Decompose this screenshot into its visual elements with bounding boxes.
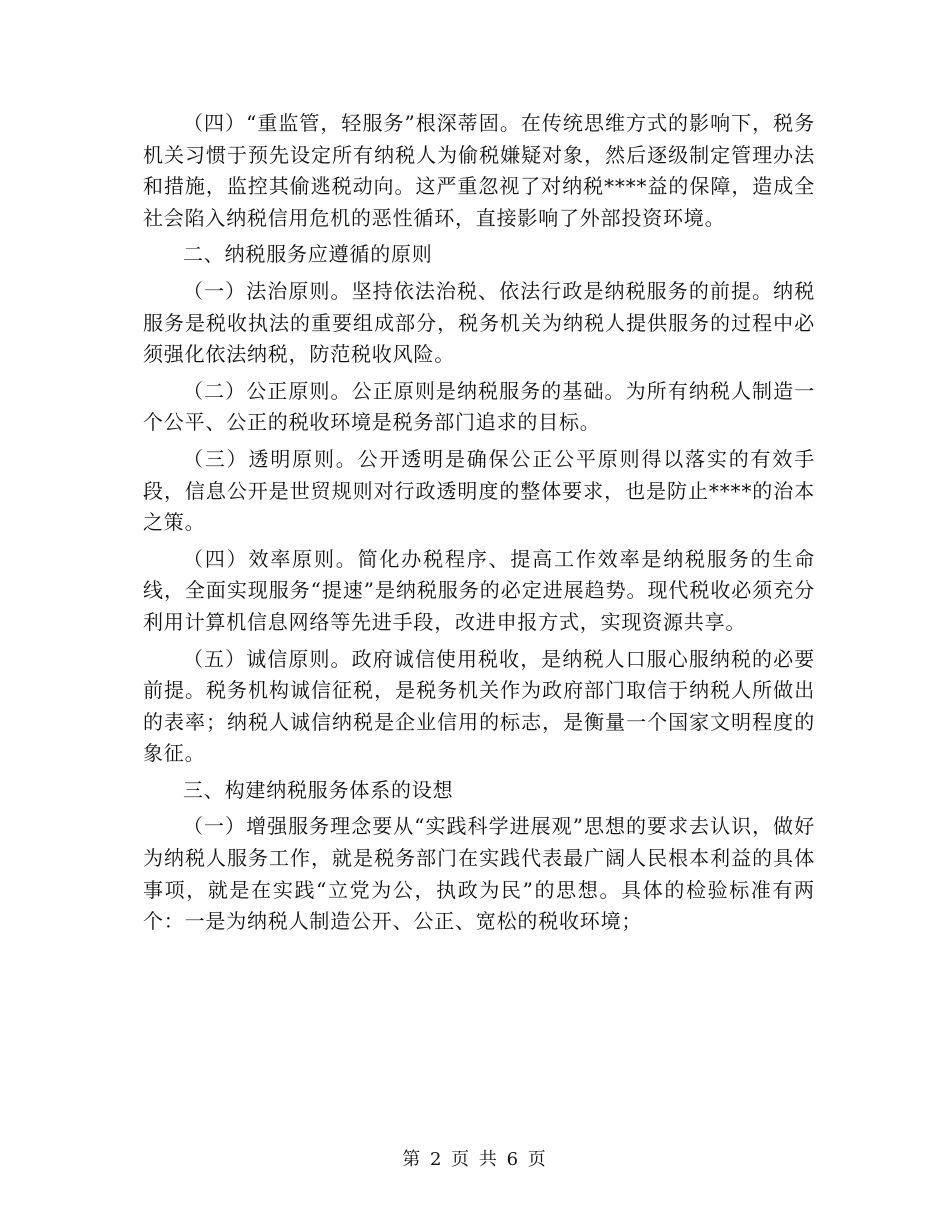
paragraph-fairness: （二）公正原则。公正原则是纳税服务的基础。为所有纳税人制造一个公平、公正的税收环境是税务部门追求的目标。: [143, 378, 815, 435]
paragraph-service-concept: （一）增强服务理念要从“实践科学进展观”思想的要求去认识，做好为纳税人服务工作，就是税务部门在实践代表最广阔人民根本利益的具体事项，就是在实践“立党为公，执政为民”的思想。具体的检验标准有两个：一是为纳税人制造公开、公正、宽松的税收环境；: [143, 814, 815, 934]
paragraph-efficiency: （四）效率原则。简化办税程序、提高工作效率是纳税服务的生命线，全面实现服务“提速”是纳税服务的必定进展趋势。现代税收必须充分利用计算机信息网络等先进手段，改进申报方式，实现资源共享。: [143, 546, 815, 634]
page-number-footer: 第 2 页 共 6 页: [402, 1149, 548, 1170]
heading-section-three: 三、构建纳税服务体系的设想: [183, 777, 454, 802]
paragraph-transparency: （三）透明原则。公开透明是确保公正公平原则得以落实的有效手段，信息公开是世贸规则对行政透明度的整体要求，也是防止****的治本之策。: [143, 446, 815, 535]
document-body: [143, 108, 815, 938]
paragraph-section-four-supervision: （四）“重监管，轻服务”根深蒂固。在传统思维方式的影响下，税务机关习惯于预先设定所有纳税人为偷税嫌疑对象，然后逐级制定管理办法和措施，监控其偷逃税动向。这严重忽视了对纳税****益的保障，造成全社会陷入纳税信用危机的恶性循环，直接影响了外部投资环境。: [143, 111, 815, 230]
heading-section-two: 二、纳税服务应遵循的原则: [183, 242, 433, 267]
paragraph-rule-of-law: （一）法治原则。坚持依法治税、依法行政是纳税服务的前提。纳税服务是税收执法的重要组成部分，税务机关为纳税人提供服务的过程中必须强化依法纳税，防范税收风险。: [143, 278, 815, 367]
paragraph-integrity: （五）诚信原则。政府诚信使用税收，是纳税人口服心服纳税的必要前提。税务机构诚信征税，是税务机关作为政府部门取信于纳税人所做出的表率；纳税人诚信纳税是企业信用的标志，是衡量一个国家文明程度的象征。: [143, 646, 815, 766]
